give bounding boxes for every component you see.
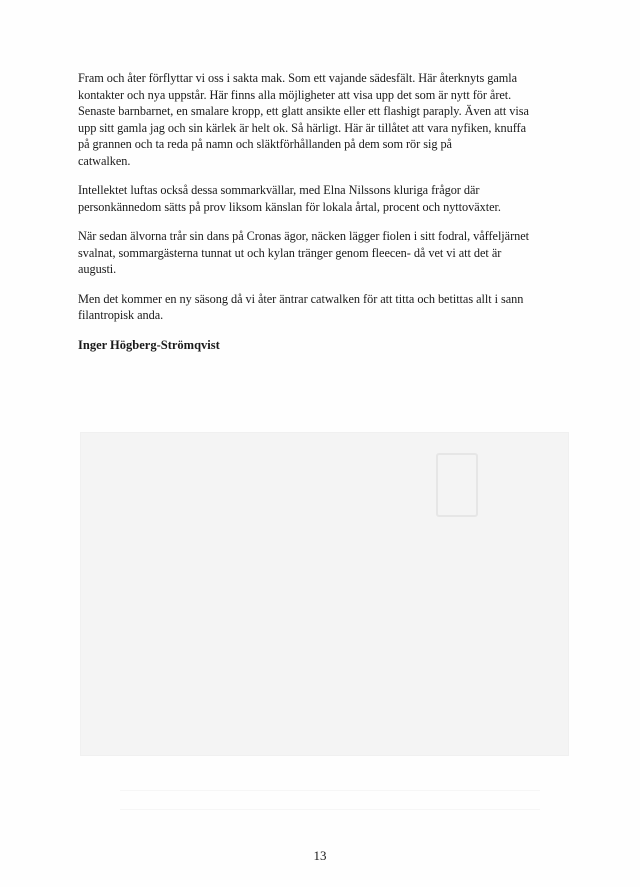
text-line: Men det kommer en ny säsong då vi åter äntrar catwalken för att titta och betittas allt i sann [78,291,524,306]
page-number: 13 [313,848,327,863]
text-line: catwalken. [78,153,131,168]
text-line: på grannen och ta reda på namn och släktförhållanden på dem som rör sig på [78,137,452,151]
text-line: svalnat, sommargästerna tunnat ut och kylan tränger genom fleecen- då vet vi att det är [78,245,502,260]
faded-caption-area [120,790,540,810]
text-line: När sedan älvorna trår sin dans på Cronas ägor, näcken lägger fiolen i sitt fodral, våffeljärnet [78,229,530,243]
paragraph-august [78,228,576,278]
text-line: upp sitt gamla jag och sin kärlek är helt ok. Så härligt. Här är tillåtet att vara nyfiken, knuffa [78,120,527,135]
paragraph-catwalk [78,70,576,169]
text-line: filantropisk anda. [78,308,164,322]
text-line: Fram och åter förflyttar vi oss i sakta mak. Som ett vajande sädesfält. Här återknyts gamla [78,71,518,85]
text-line: kontakter och nya uppstår. Här finns alla möjligheter att visa upp det som är nytt för året. [78,87,512,102]
text-line: Intellektet luftas också dessa sommarkvällar, med Elna Nilssons kluriga frågor där [78,183,480,197]
article-body [78,70,576,353]
paragraph-new-season [78,291,576,324]
text-line: Senaste barnbarnet, en smalare kropp, ett glatt ansikte eller ett flashigt paraply. Även att visa [78,104,529,118]
text-line: personkännedom sätts på prov liksom känslan för lokala årtal, procent och nyttoväxter. [78,199,501,214]
author-signature: Inger Högberg-Strömqvist [78,337,220,352]
paragraph-intellect [78,182,576,215]
text-line: augusti. [78,262,117,276]
photo-sign-shape [436,453,478,517]
faded-photo [80,432,569,756]
